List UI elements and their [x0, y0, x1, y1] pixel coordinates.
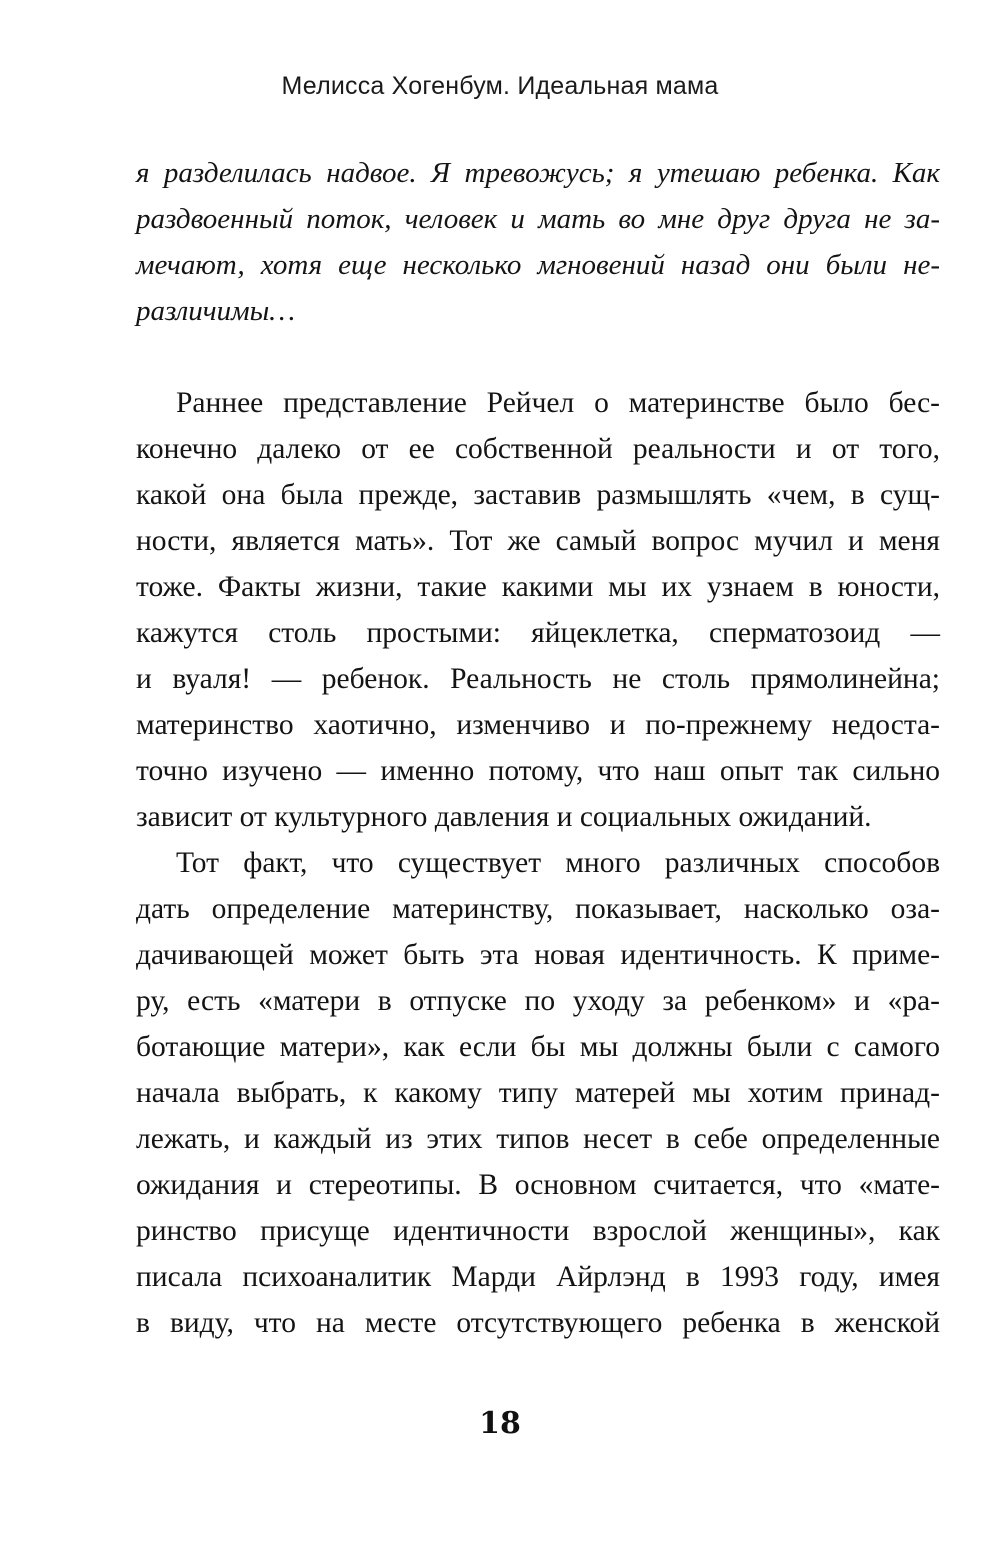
paragraph-line: ности, является мать». Тот же самый вопрос мучил и меня [136, 525, 940, 557]
paragraph-line: кажутся столь простыми: яйцеклетка, сперматозоид — [136, 617, 940, 649]
paragraph-line: в виду, что на месте отсутствующего ребенка в женской [136, 1307, 940, 1339]
paragraph-line: дать определение материнству, показывает, насколько оза- [136, 893, 940, 925]
paragraph-line: Раннее представление Рейчел о материнстве было бес- [176, 387, 940, 419]
quote-line: раздвоенный поток, человек и мать во мне друг друга не за- [136, 203, 940, 235]
paragraph-line: точно изучено — именно потому, что наш опыт так сильно [136, 755, 940, 787]
paragraph-line: дачивающей может быть эта новая идентичность. К приме- [136, 939, 940, 971]
paragraph-line: начала выбрать, к какому типу матерей мы хотим принад- [136, 1077, 940, 1109]
paragraph-line: ботающие матери», как если бы мы должны были с самого [136, 1031, 940, 1063]
paragraph-line: какой она была прежде, заставив размышлять «чем, в сущ- [136, 479, 940, 511]
paragraph-line: ринство присуще идентичности взрослой женщины», как [136, 1215, 940, 1247]
paragraph-line: Тот факт, что существует много различных способов [176, 847, 940, 879]
quote-line: я разделилась надвое. Я тревожусь; я утешаю ребенка. Как [136, 157, 940, 189]
paragraph-line: конечно далеко от ее собственной реальности и от того, [136, 433, 940, 465]
paragraph-2 [136, 840, 940, 1346]
paragraph-line: и вуаля! — ребенок. Реальность не столь прямолинейна; [136, 663, 940, 695]
page-number: 18 [479, 1406, 521, 1441]
paragraph-line: писала психоаналитик Марди Айрлэнд в 1993 году, имея [136, 1261, 940, 1293]
running-header: Мелисса Хогенбум. Идеальная мама [281, 72, 719, 100]
quote-line: различимы… [136, 295, 296, 327]
body-text [136, 150, 940, 1346]
paragraph-gap [136, 334, 940, 380]
paragraph-line: зависит от культурного давления и социальных ожиданий. [136, 801, 872, 833]
paragraph-line: материнство хаотично, изменчиво и по-прежнему недоста- [136, 709, 940, 741]
paragraph-1 [136, 380, 940, 840]
quote-line: мечают, хотя еще несколько мгновений назад они были не- [136, 249, 940, 281]
paragraph-line: тоже. Факты жизни, такие какими мы их узнаем в юности, [136, 571, 940, 603]
paragraph-line: ожидания и стереотипы. В основном считается, что «мате- [136, 1169, 940, 1201]
paragraph-line: лежать, и каждый из этих типов несет в себе определенные [136, 1123, 940, 1155]
italic-quote [136, 150, 940, 334]
paragraph-line: ру, есть «матери в отпуске по уходу за ребенком» и «ра- [136, 985, 940, 1017]
